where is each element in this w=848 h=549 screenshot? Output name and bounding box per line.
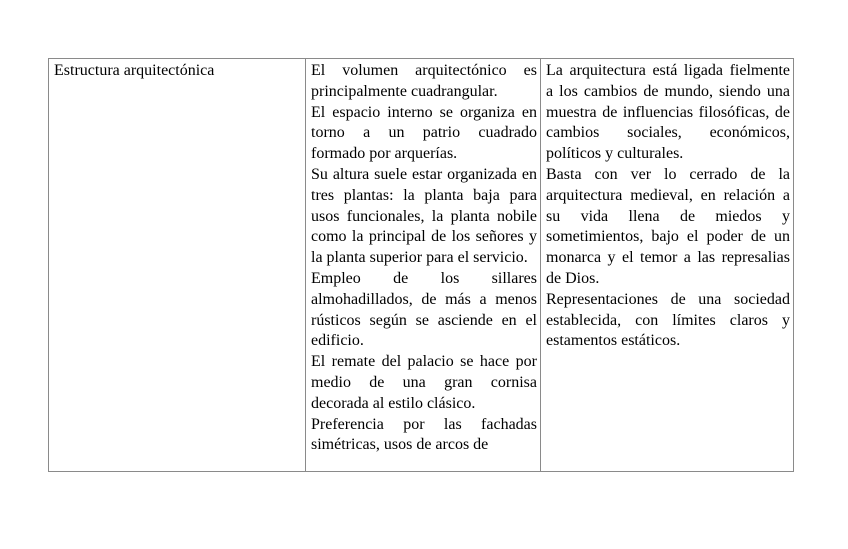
row-label: Estructura arquitectónica [54,62,215,79]
context-paragraph: La arquitectura está ligada fielmente a los cambios de mundo, siendo una muestra de influencias filosóficas, de cambios sociales, económicos, políticos y culturales. [546,62,790,163]
context-paragraph: Basta con ver lo cerrado de la arquitectura medieval, en relación a su vida llena de miedos y sometimientos, bajo el poder de un monarca y el temor a las represalias de Dios. [546,165,790,287]
description-cell [306,59,541,472]
description-cell-content [311,61,537,471]
label-cell [49,59,306,472]
table-row [49,59,794,472]
context-cell [541,59,794,472]
document-table [48,58,794,472]
description-paragraph: Preferencia por las fachadas simétricas, usos de arcos de [311,415,537,454]
context-paragraph: Representaciones de una sociedad establecida, con límites claros y estamentos estáticos. [546,290,790,350]
description-paragraph: Empleo de los sillares almohadillados, de más a menos rústicos según se asciende en el edificio. [311,269,537,350]
description-paragraph: El remate del palacio se hace por medio de una gran cornisa decorada al estilo clásico. [311,353,537,412]
description-paragraph: Su altura suele estar organizada en tres plantas: la planta baja para usos funcionales, la planta nobile como la principal de los señores y la planta superior para el servicio. [311,165,537,267]
description-paragraph: El espacio interno se organiza en torno a un patrio cuadrado formado por arquerías. [311,103,537,163]
context-cell-content [546,61,790,471]
label-cell-content [54,61,302,471]
description-paragraph: El volumen arquitectónico es principalmente cuadrangular. [311,62,537,100]
